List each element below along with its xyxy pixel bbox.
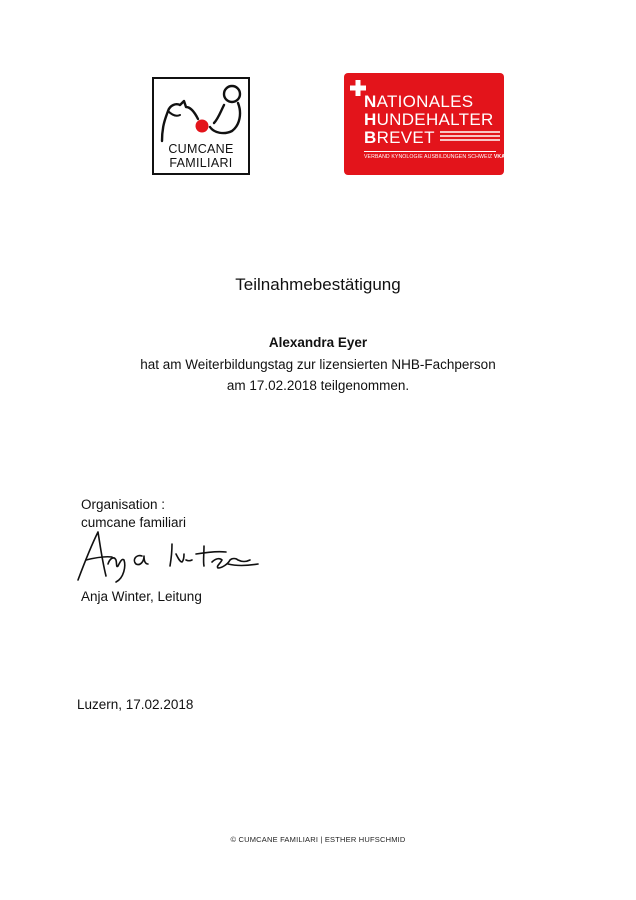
logo-text-line1: CUMCANE — [168, 142, 234, 156]
nhb-logo — [344, 73, 509, 175]
nhb-tagline: VERBAND KYNOLOGIE AUSBILDUNGEN SCHWEIZ VKAS — [364, 154, 509, 160]
nhb-line2: HUNDEHALTER — [364, 110, 494, 129]
participant-name: Alexandra Eyer — [268, 335, 368, 350]
nhb-fine-print — [440, 131, 500, 145]
nhb-line1: NATIONALES — [364, 92, 474, 111]
organisation-label: Organisation : — [81, 497, 166, 512]
cumcane-familiari-logo — [152, 77, 250, 175]
footer-copyright: © CUMCANE FAMILIARI | ESTHER HUFSCHMID — [230, 835, 406, 844]
handwritten-signature — [72, 524, 272, 586]
nhb-divider — [364, 151, 496, 152]
nhb-line3: BREVET — [364, 128, 435, 147]
logo-text-line2: FAMILIARI — [169, 156, 233, 170]
dog-and-person-icon — [154, 79, 248, 143]
document-title: Teilnahmebestätigung — [235, 275, 401, 294]
organisation-name: cumcane familiari — [81, 515, 187, 530]
place-and-date: Luzern, 17.02.2018 — [77, 697, 194, 712]
participation-text-line1: hat am Weiterbildungstag zur lizensierten NHB-Fachperson — [140, 357, 496, 372]
signer-name: Anja Winter, Leitung — [81, 589, 202, 604]
participation-text-line2: am 17.02.2018 teilgenommen. — [226, 378, 410, 393]
